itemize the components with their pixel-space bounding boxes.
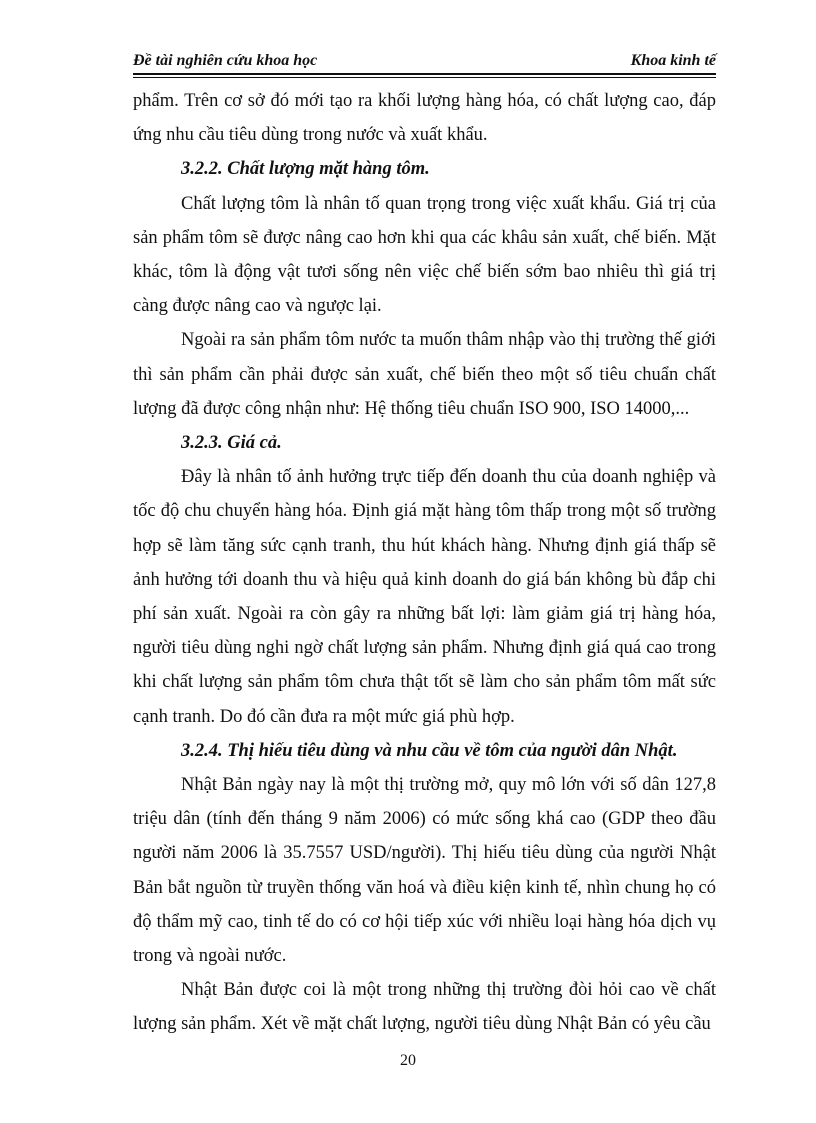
header-department: Khoa kinh tế: [630, 52, 716, 69]
paragraph: Đây là nhân tố ảnh hưởng trực tiếp đến doanh thu của doanh nghiệp và tốc độ chu chuyển hàng hóa. Định giá mặt hàng tôm thấp trong một số trường hợp sẽ làm tăng sức cạnh tranh, thu hút khách hàng. Nhưng định giá thấp sẽ ảnh hưởng tới doanh thu và hiệu quả kinh doanh do giá bán không bù đắp chi phí sản xuất. Ngoài ra còn gây ra những bất lợi: làm giảm giá trị hàng hóa, người tiêu dùng nghi ngờ chất lượng sản phẩm. Nhưng định giá quá cao trong khi chất lượng sản phẩm tôm chưa thật tốt sẽ làm cho sản phẩm tôm mất sức cạnh tranh. Do đó cần đưa ra một mức giá phù hợp.: [133, 467, 716, 727]
paragraph: phẩm. Trên cơ sở đó mới tạo ra khối lượng hàng hóa, có chất lượng cao, đáp ứng nhu cầu tiêu dùng trong nước và xuất khẩu.: [133, 91, 716, 146]
section-heading: 3.2.2. Chất lượng mặt hàng tôm.: [181, 159, 430, 180]
paragraph: Chất lượng tôm là nhân tố quan trọng trong việc xuất khẩu. Giá trị của sản phẩm tôm sẽ được nâng cao hơn khi qua các khâu sản xuất, chế biến. Mặt khác, tôm là động vật tươi sống nên việc chế biến sớm bao nhiêu thì giá trị càng được nâng cao và ngược lại.: [133, 193, 716, 317]
page-header: [133, 50, 716, 74]
header-title: Đề tài nghiên cứu khoa học: [133, 52, 318, 69]
section-heading: 3.2.3. Giá cả.: [181, 433, 282, 454]
section-heading: 3.2.4. Thị hiếu tiêu dùng và nhu cầu về tôm của người dân Nhật.: [181, 740, 678, 761]
header-rule-thin: [133, 77, 716, 78]
paragraph: Ngoài ra sản phẩm tôm nước ta muốn thâm nhập vào thị trường thế giới thì sản phẩm cần phải được sản xuất, chế biến theo một số tiêu chuẩn chất lượng đã được công nhận như: Hệ thống tiêu chuẩn ISO 900, ISO 14000,...: [133, 330, 716, 419]
paragraph: Nhật Bản ngày nay là một thị trường mở, quy mô lớn với số dân 127,8 triệu dân (tính đến tháng 9 năm 2006) có mức sống khá cao (GDP theo đầu người năm 2006 là 35.7557 USD/người). Thị hiếu tiêu dùng của người Nhật Bản bắt nguồn từ truyền thống văn hoá và điều kiện kinh tế, nhìn chung họ có độ thẩm mỹ cao, tinh tế do có cơ hội tiếp xúc với nhiều loại hàng hóa dịch vụ trong và ngoài nước.: [133, 775, 716, 967]
header-rule-thick: [133, 73, 716, 75]
page-body: [133, 84, 716, 1042]
page-number: 20: [400, 1052, 416, 1069]
paragraph: Nhật Bản được coi là một trong những thị trường đòi hỏi cao về chất lượng sản phẩm. Xét về mặt chất lượng, người tiêu dùng Nhật Bản có yêu cầu: [133, 980, 716, 1035]
